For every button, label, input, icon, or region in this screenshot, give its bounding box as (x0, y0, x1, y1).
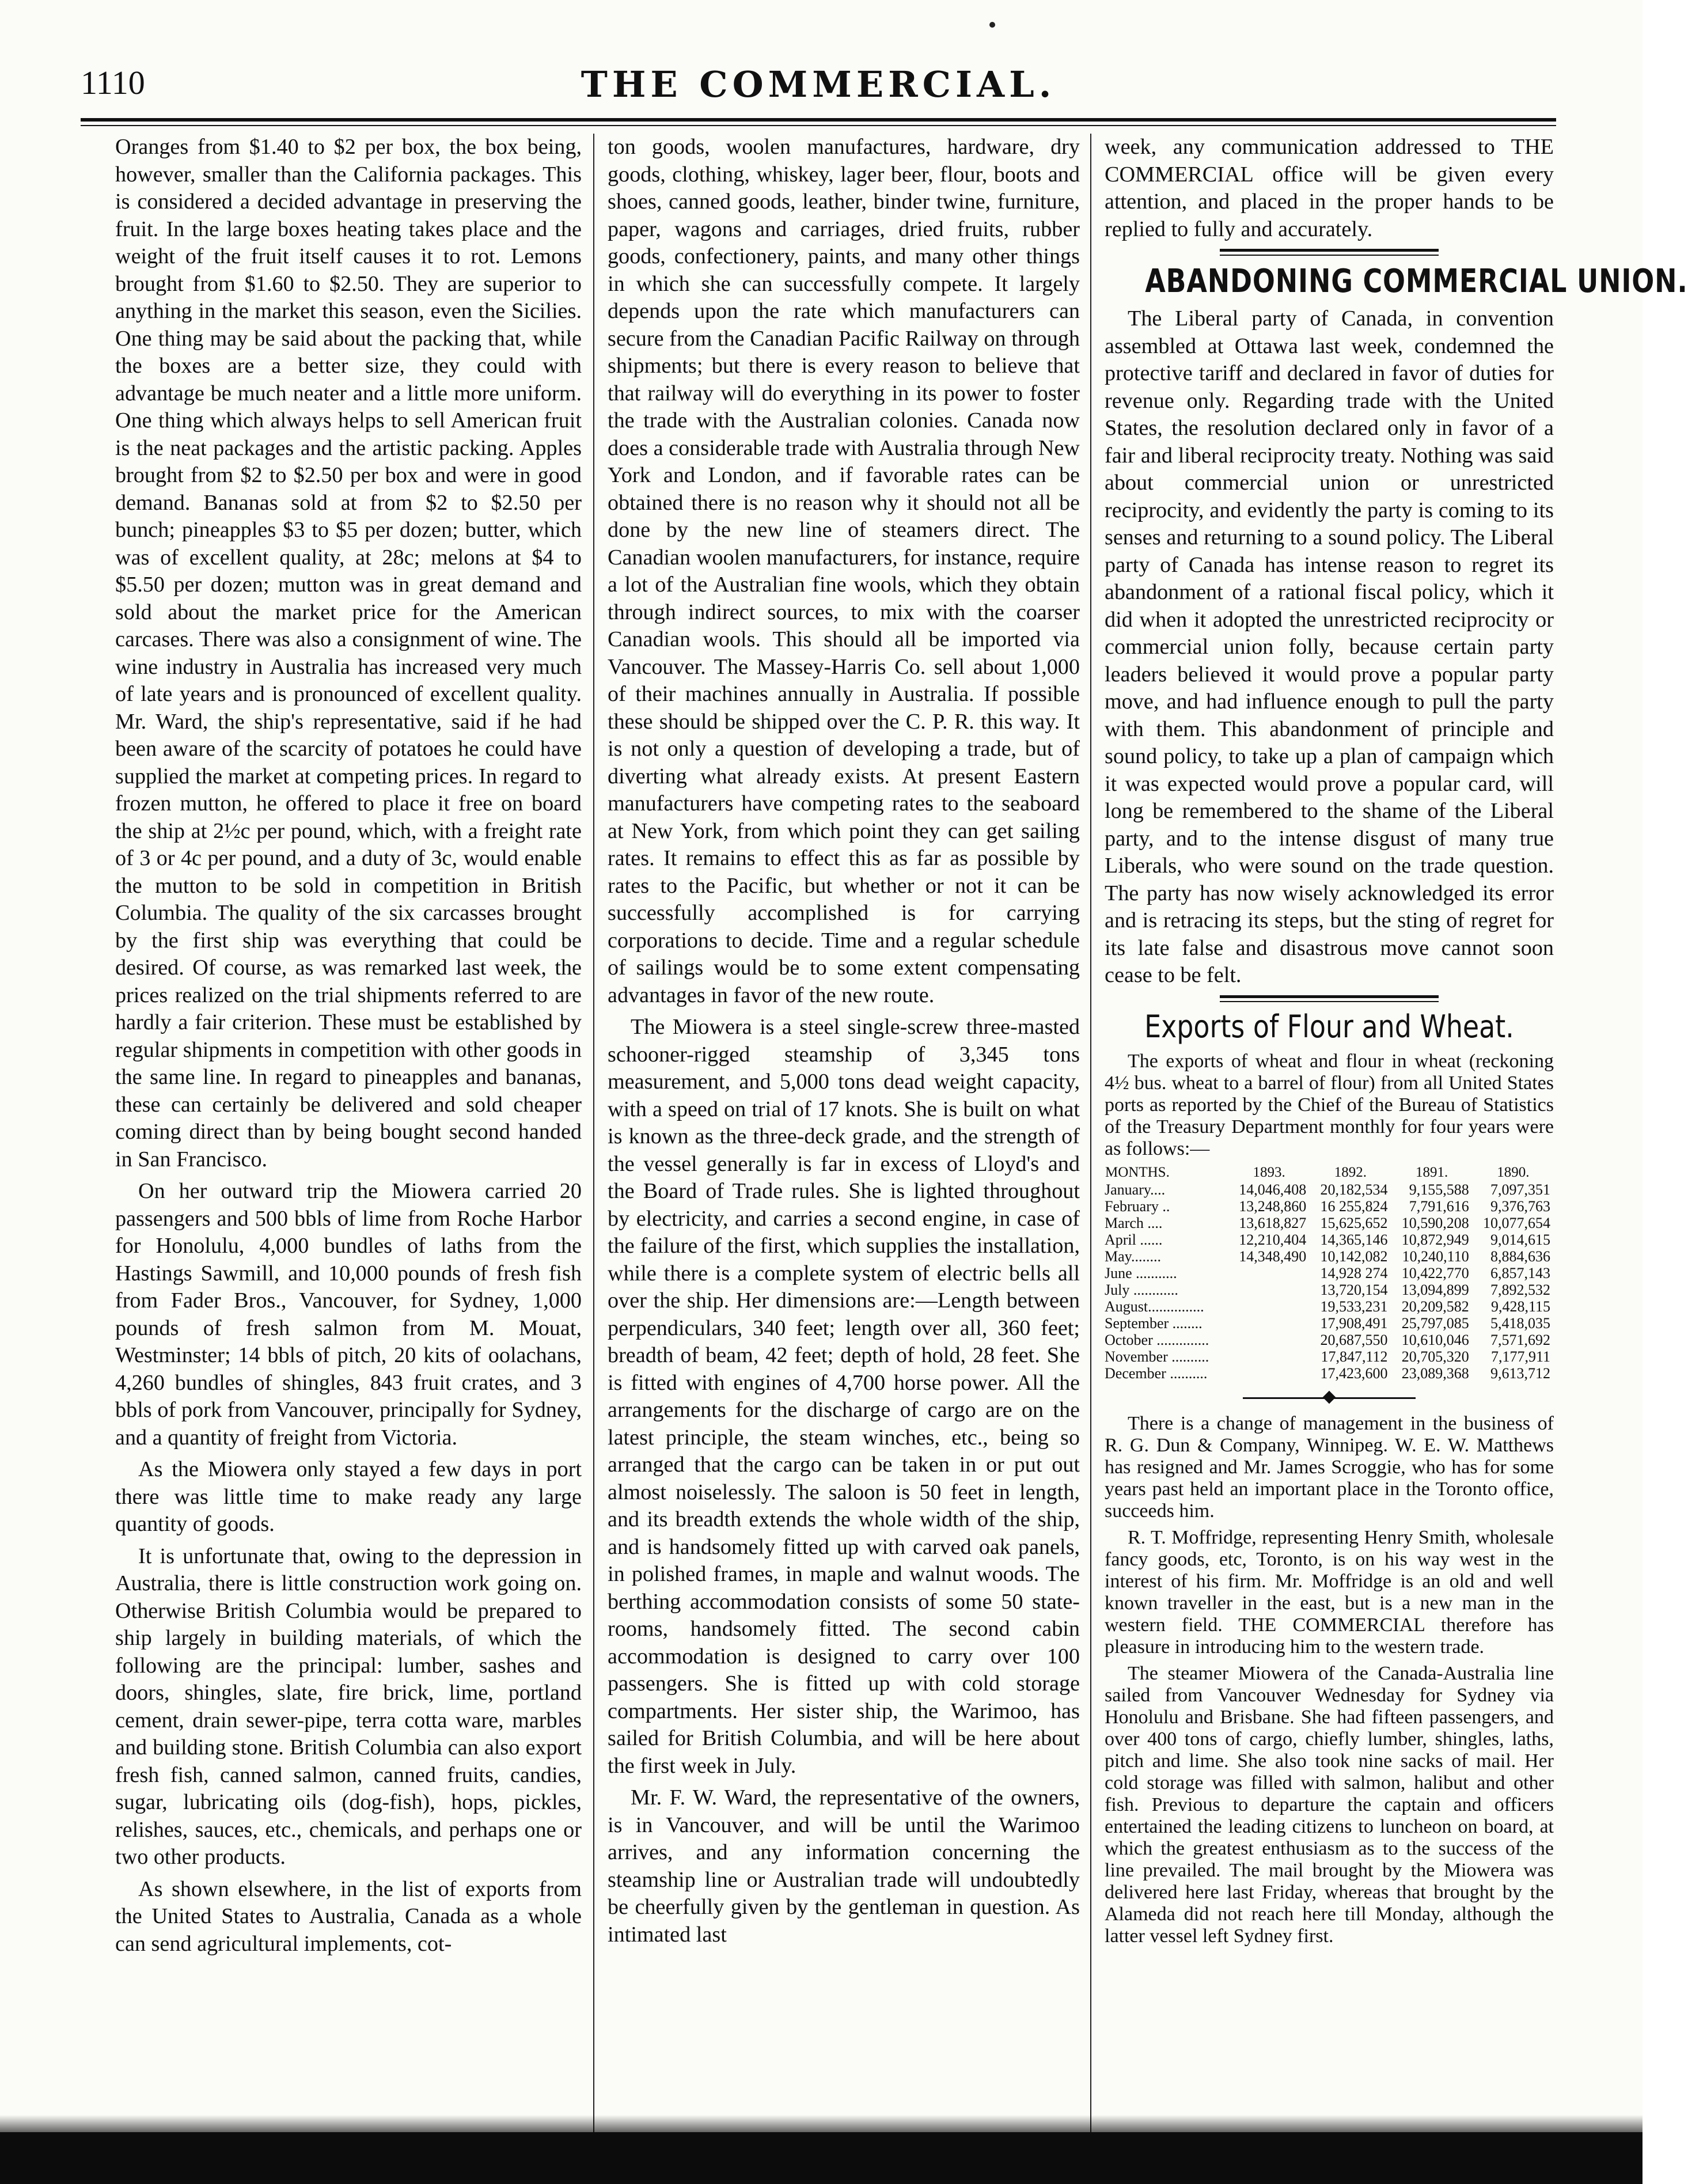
table-header-cell: MONTHS. (1105, 1164, 1170, 1180)
section-rule (1220, 995, 1439, 1002)
col1-paragraph-1: Oranges from $1.40 to $2 per box, the box being, however, smaller than the California packages. This is considered a decided advantage in preserving the fruit. In the large boxes heating takes place and the weight of the fruit itself causes it to rot. Lemons brought from $1.60 to $2.50. They are superior to anything in the market this season, even the Sicilies. One thing may be said about the packing that, while the boxes are a better size, they could with advantage be much neater and a little more uniform. One thing which always helps to sell American fruit is the neat packages and the artistic packing. Apples brought from $2 to $2.50 per box and were in good demand. Bananas sold at from $2 to $2.50 per bunch; pineapples $3 to $5 per dozen; butter, which was of excellent quality, at 28c; melons at $4 to $5.50 per dozen; mutton was in great demand and sold about the market price for the American carcases. There was also a consignment of wine. The wine industry in Australia has increased very much of late years and is pronounced of excellent quality. Mr. Ward, the ship's representative, said if he had been aware of the scarcity of potatoes he could have supplied the market at competing prices. In regard to frozen mutton, he offered to place it free on board the ship at 2½c per pound, which, with a freight rate of 3 or 4c per pound, and a duty of 3c, would enable the mutton to be sold in competition in British Columbia. The quality of the six carcasses brought by the first ship was everything that could be desired. Of course, as was remarked last week, the prices realized on the trial shipments referred to are hardly a fair criterion. These must be established by regular shipments in competition with other goods in the same line. In regard to pineapples and bananas, these can certainly be delivered and sold cheaper coming direct than by being bought second handed in San Francisco. (115, 135, 582, 1171)
value-cell (1228, 1365, 1310, 1382)
value-cell: 10,077,654 (1483, 1214, 1550, 1231)
value-cell: 9,613,712 (1490, 1364, 1550, 1382)
value-cell: 16 255,824 (1320, 1197, 1388, 1215)
col2-paragraph-2: The Miowera is a steel single-screw three-masted schooner-rigged steamship of 3,345 tons measurement, and 5,000 tons dead weight capacity, with a speed on trial of 17 knots. She is built on what is known as the three-deck grade, and the strength of the vessel generally is far in excess of Lloyd's and the Board of Trade rules. She is lighted throughout by electricity, and carries a second engine, in case of the failure of the first, which supplies the installation, while there is a complete system of electric bells all over the ship. Her dimensions are:—Length between perpendiculars, 340 feet; length over all, 360 feet; breadth of beam, 42 feet; depth of hold, 28 feet. She is fitted with engines of 4,700 horse power. All the arrangements for the discharge of cargo are on the latest principle, the steam winches, etc., being so arranged that the cargo can be taken in or put out almost noiselessly. The saloon is 50 feet in length, and its breadth extends the whole width of the ship, and is handsomely fitted up with carved oak panels, in polished frames, in maple and walnut woods. The berthing accommodation consists of some 50 state-rooms, handsomely fitted. The second cabin accommodation is designed to carry over 100 passengers. She is fitted up with cold storage compartments. Her sister ship, the Warimoo, has sailed for British Columbia, and will be here about the first week in July. (608, 1015, 1080, 1778)
value-cell: 20,209,582 (1401, 1298, 1469, 1315)
value-cell (1228, 1332, 1310, 1348)
value-cell: 9,155,588 (1409, 1181, 1469, 1198)
month-cell: May........ (1105, 1248, 1161, 1265)
month-cell: June ........... (1105, 1264, 1177, 1281)
value-cell: 10,610,046 (1401, 1331, 1469, 1348)
value-cell: 13,720,154 (1320, 1281, 1388, 1298)
value-cell: 20,705,320 (1401, 1348, 1469, 1365)
col2-paragraph-3: Mr. F. W. Ward, the representative of the owners, is in Vancouver, and will be until the Warimoo arrives, and any information concerning the steamship line or Australian trade will undoubtedly be cheerfully given by the gentleman in question. As intimated last (608, 1785, 1080, 1947)
table-row (1105, 1298, 1554, 1315)
value-cell: 20,687,550 (1320, 1331, 1388, 1348)
value-cell: 7,097,351 (1490, 1181, 1550, 1198)
value-cell (1228, 1298, 1310, 1315)
table-row (1105, 1265, 1554, 1281)
value-cell: 8,884,636 (1490, 1248, 1550, 1265)
value-cell: 6,857,143 (1490, 1264, 1550, 1281)
column-divider-1 (593, 134, 594, 2138)
column-1 (115, 134, 582, 2149)
value-cell: 19,533,231 (1320, 1298, 1388, 1315)
value-cell: 14,365,146 (1320, 1231, 1388, 1248)
exports-table-body (1105, 1181, 1554, 1382)
value-cell: 13,618,827 (1239, 1214, 1307, 1231)
col3-intro: week, any communication addressed to THE COMMERCIAL office will be given every attention, and placed in the proper hands to be replied to fully and accurately. (1105, 135, 1554, 241)
month-cell: April ...... (1105, 1231, 1163, 1248)
value-cell: 17,908,491 (1320, 1314, 1388, 1332)
month-cell: October .............. (1105, 1331, 1209, 1348)
ink-speck (989, 22, 995, 28)
value-cell: 14,928 274 (1320, 1264, 1388, 1281)
header-rule (81, 118, 1556, 122)
col3-paragraph-1: The Liberal party of Canada, in convention assembled at Ottawa last week, condemned the protective tariff and declared in favor of duties for revenue only. Regarding trade with the United States, the resolution declared only in favor of a fair and liberal reciprocity treaty. Nothing was said about commercial union or unrestricted reciprocity, and evidently the party is coming to its senses and returning to a sound policy. The Liberal party of Canada has intense reason to regret its abandonment of a rational fiscal policy, which it did when it adopted the unrestricted reciprocity or commercial union folly, because certain party leaders believed it would prove a popular party move, and had influence enough to pull the party with them. This abandonment of principle and sound policy, to take up a plan of campaign which it was expected would prove a popular card, will long be remembered to the shame of the Liberal party, and to the intense disgust of many true Liberals, who were sound on the trade question. The party has now wisely acknowledged its error and is retracing its steps, but the sting of regret for its late false and disastrous move cannot soon cease to be felt. (1105, 306, 1554, 987)
scan-edge-bar (0, 2132, 1643, 2184)
col3-paragraph-2: The exports of wheat and flour in wheat (reckoning 4½ bus. wheat to a barrel of flour) from all United States ports as reported by the Chief of the Bureau of Statistics of the Treasury Department monthly for four years were as follows:— (1105, 1050, 1554, 1159)
value-cell: 9,014,615 (1490, 1231, 1550, 1248)
col1-paragraph-4: It is unfortunate that, owing to the depression in Australia, there is little construction work going on. Otherwise British Columbia would be prepared to ship largely in building materials, of which the following are the principal: lumber, sashes and doors, shingles, slate, fire brick, lime, portland cement, drain sewer-pipe, terra cotta ware, marbles and building stone. British Columbia can also export fresh fish, canned salmon, canned fruits, candies, sugar, lubricating oils (dog-fish), hops, pickles, relishes, sauces, etc., chemicals, and perhaps one or two other products. (115, 1544, 582, 1869)
value-cell (1228, 1265, 1310, 1281)
value-cell: 7,177,911 (1490, 1348, 1550, 1365)
column-3 (1105, 134, 1688, 2149)
table-row (1105, 1365, 1554, 1382)
month-cell: January.... (1105, 1181, 1166, 1198)
table-row (1105, 1281, 1554, 1298)
value-cell: 7,892,532 (1490, 1281, 1550, 1298)
section-rule (1220, 249, 1439, 256)
exports-table-header (1105, 1163, 1554, 1181)
table-row (1105, 1198, 1554, 1215)
table-row (1105, 1315, 1554, 1332)
month-cell: February .. (1105, 1197, 1170, 1215)
col3-paragraph-3: There is a change of management in the business of R. G. Dun & Company, Winnipeg. W. E. W. Matthews has resigned and Mr. James Scroggie, who has for some years past held an important place in the Toronto office, succeeds him. (1105, 1412, 1554, 1522)
exports-table (1105, 1163, 1554, 1382)
table-row (1105, 1248, 1554, 1265)
month-cell: July ............ (1105, 1281, 1178, 1298)
value-cell: 10,142,082 (1320, 1248, 1388, 1265)
table-header-cell: 1893. (1253, 1164, 1285, 1180)
header-rule-thin (81, 125, 1556, 126)
value-cell (1228, 1348, 1310, 1365)
value-cell: 20,182,534 (1320, 1181, 1388, 1198)
table-row (1105, 1181, 1554, 1198)
column-2 (608, 134, 1080, 2149)
value-cell (1228, 1315, 1310, 1332)
table-header-cell: 1890. (1497, 1164, 1530, 1180)
scan-shadow (0, 2115, 1643, 2132)
month-cell: August............... (1105, 1298, 1204, 1315)
col1-paragraph-2: On her outward trip the Miowera carried 20 passengers and 500 bbls of lime from Roche Harbor for Honolulu, 4,000 bundles of laths from the Hastings Sawmill, and 10,000 pounds of fresh fish from Fader Bros., Vancouver, for Sydney, 1,000 pounds of fresh salmon from M. Mouat, Westminster; 14 bbls of pitch, 20 kits of oolachans, 4,260 bundles of shingles, 843 fruit crates, and 3 bbls of pork from Vancouver, principally for Sydney, and a quantity of freight from Victoria. (115, 1179, 582, 1450)
value-cell: 10,422,770 (1401, 1264, 1469, 1281)
value-cell: 10,240,110 (1402, 1248, 1469, 1265)
table-row (1105, 1348, 1554, 1365)
value-cell: 17,423,600 (1320, 1364, 1388, 1382)
value-cell: 9,376,763 (1490, 1197, 1550, 1215)
value-cell: 9,428,115 (1490, 1298, 1550, 1315)
page-number: 1110 (81, 64, 145, 101)
value-cell: 14,348,490 (1239, 1248, 1307, 1265)
heading-exports-flour-wheat: Exports of Flour and Wheat. (1144, 1008, 1514, 1045)
value-cell: 17,847,112 (1321, 1348, 1388, 1365)
value-cell: 15,625,652 (1320, 1214, 1388, 1231)
col1-paragraph-3: As the Miowera only stayed a few days in port there was little time to make ready any large quantity of goods. (115, 1457, 582, 1536)
value-cell: 13,248,860 (1239, 1197, 1307, 1215)
table-row (1105, 1332, 1554, 1348)
value-cell: 5,418,035 (1490, 1314, 1550, 1332)
value-cell: 25,797,085 (1401, 1314, 1469, 1332)
value-cell: 10,590,208 (1401, 1214, 1469, 1231)
heading-abandoning-commercial-union: ABANDONING COMMERCIAL UNION. (1145, 263, 1688, 300)
month-cell: September ........ (1105, 1314, 1203, 1332)
table-header-cell: 1892. (1334, 1164, 1367, 1180)
column-divider-2 (1090, 134, 1091, 2138)
value-cell (1228, 1281, 1310, 1298)
col3-paragraph-5: The steamer Miowera of the Canada-Australia line sailed from Vancouver Wednesday for Sydney via Honolulu and Brisbane. She had fifteen passengers, and over 400 tons of cargo, chiefly lumber, shingles, laths, pitch and lime. She also took nine sacks of mail. Her cold storage was filled with salmon, halibut and other fish. Previous to departure the captain and officers entertained the leading citizens to luncheon on board, at which the greatest enthusiasm as to the success of the line prevailed. The mail brought by the Miowera was delivered here last Friday, whereas that brought by the Alameda did not reach here till Monday, although the latter vessel left Sydney first. (1105, 1662, 1554, 1947)
col2-paragraph-1: ton goods, woolen manufactures, hardware, dry goods, clothing, whiskey, lager beer, flour, boots and shoes, canned goods, leather, binder twine, furniture, paper, wagons and carriages, dried fruits, rubber goods, confectionery, paints, and many other things in which she can successfully compete. It largely depends upon the rate which manufacturers can secure from the Canadian Pacific Railway on through shipments; but there is every reason to believe that that railway will do everything in its power to foster the trade with the Australian colonies. Canada now does a considerable trade with Australia through New York and London, and if favorable rates can be obtained there is no reason why it should not all be done by the new line of steamers direct. The Canadian woolen manufacturers, for instance, require a lot of the Australian fine wools, which they obtain through indirect sources, to mix with the coarser Canadian wools. This should all be imported via Vancouver. The Massey-Harris Co. sell about 1,000 of their machines annually in Australia. If possible these should be shipped over the C. P. R. this way. It is not only a question of developing a trade, but of diverting what already exists. At present Eastern manufacturers have competing rates to the seaboard at New York, from which point they can get sailing rates. It remains to effect this as far as possible by rates to the Pacific, but whether or not it can be successfully accomplished is for carrying corporations to decide. Time and a regular schedule of sailings would be to some extent compensating advantages in favor of the new route. (608, 135, 1080, 1007)
value-cell: 13,094,899 (1401, 1281, 1469, 1298)
month-cell: November .......... (1105, 1348, 1209, 1365)
value-cell: 7,571,692 (1490, 1331, 1550, 1348)
table-row (1105, 1215, 1554, 1231)
table-header-cell: 1891. (1415, 1164, 1448, 1180)
table-row (1105, 1231, 1554, 1248)
value-cell: 10,872,949 (1401, 1231, 1469, 1248)
value-cell: 14,046,408 (1239, 1181, 1307, 1198)
month-cell: March .... (1105, 1214, 1163, 1231)
value-cell: 7,791,616 (1409, 1197, 1469, 1215)
value-cell: 23,089,368 (1401, 1364, 1469, 1382)
masthead-title: THE COMMERCIAL. (581, 63, 1056, 105)
page-header (81, 63, 1556, 115)
col1-paragraph-5: As shown elsewhere, in the list of exports from the United States to Australia, Canada as a whole can send agricultural implements, cot- (115, 1876, 582, 1956)
ornament-divider (1105, 1392, 1554, 1404)
value-cell: 12,210,404 (1239, 1231, 1307, 1248)
col3-paragraph-4: R. T. Moffridge, representing Henry Smith, wholesale fancy goods, etc, Toronto, is on his way west in the interest of his firm. Mr. Moffridge is an old and well known traveller in the east, but is a new man in the western field. THE COMMERCIAL therefore has pleasure in introducing him to the western trade. (1105, 1526, 1554, 1658)
month-cell: December .......... (1105, 1364, 1208, 1382)
